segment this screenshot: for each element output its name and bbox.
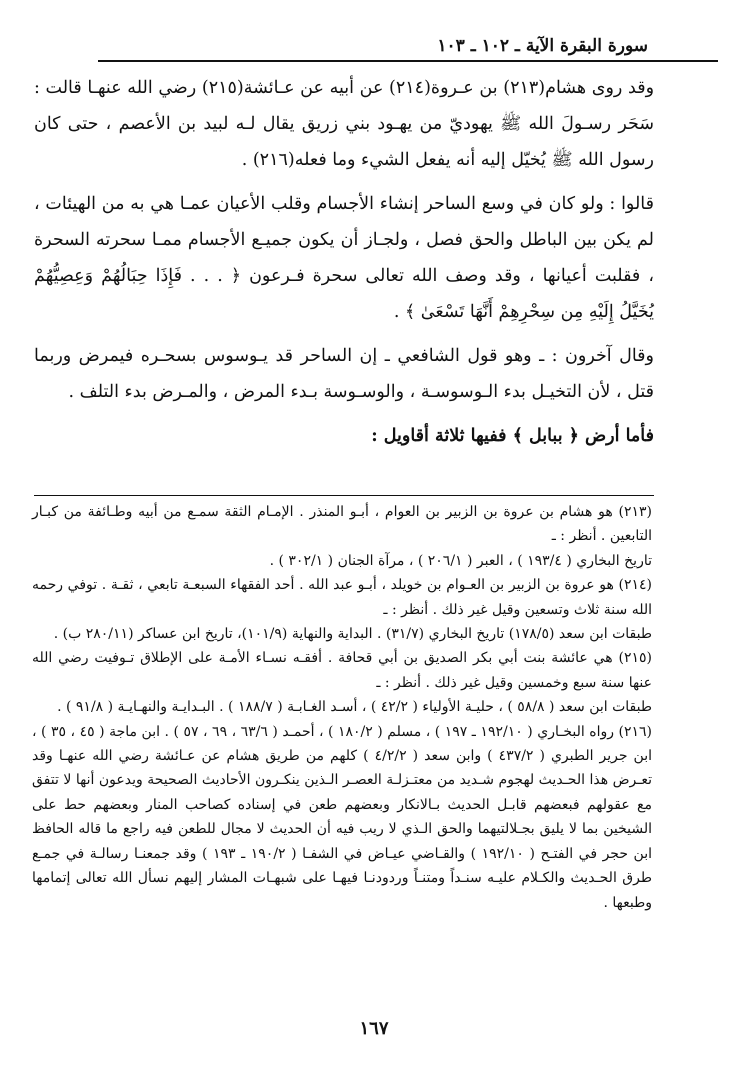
footnote-entry: (٢١٤) هو عروة بن الزبير بن العـوام بن خويلد ، أبـو عبد الله . أحد الفقهاء السبعـة تابعي ، ثقـة . توفي رحمه الله سنة ثلاث وتسعين وقيل غير ذلك . أنظر : ـ	[32, 577, 652, 618]
footnote-reference: طبقات ابن سعد ( ٥٨/٨ ) ، حليـة الأولياء ( ٤٢/٢ ) ، أسـد الغـابـة ( ١٨٨/٧ ) . البـدايـة والنهـايـة ( ٩١/٨ ) .	[57, 699, 652, 716]
body-paragraph: قالوا : ولو كان في وسع الساحر إنشاء الأجسام وقلب الأعيان عمـا هي به من الهيئات ، لم يكن بين الباطل والحق فصل ، ولجـاز أن يكون جميـع الأجسام ممـا سحرته السحرة ، فقلبت أعيانها ، وقد وصف الله تعالى سحرة فـرعون ﴿ . . . فَإِذَا حِبَالُهُمْ وَعِصِيُّهُمْ يُخَيَّلُ إِلَيْهِ مِن سِحْرِهِمْ أَنَّهَا تَسْعَىٰ ﴾ .	[34, 194, 654, 322]
page-number: ١٦٧	[359, 1018, 389, 1039]
footnote-divider	[34, 495, 654, 496]
footnote-entry: (٢١٦) رواه البخـاري ( ١٩٢/١٠ ـ ١٩٧ ) ، مسلم ( ١٨٠/٢ ) ، أحمـد ( ٦٣/٦ ، ٦٩ ، ٥٧ ) . ابن ماجة ( ٤٥ ، ٣٥ ) ، ابن جرير الطبري ( ٤٣٧/٢ ) وابن سعد ( ٤/٢/٢ ) كلهم من طريق هشام عن عـائشة رضي الله عنهـا وقد تعـرض هذا الحـديث لهجوم شـديد من معتـزلـة العصـر الـذين ينكـرون الأحاديث الصحيحة ويدعون أنها لا تتفق مع عقولهم فبعضهم قابـل الحديث بـالانكار وبعضهم طعن في إسناده كصاحب المنار وبعضهم حط على الشيخين بما لا يليق بجـلالتيهما والحق الـذي لا ريب فيه أن الحديث لا مجال للطعن فيه راجع ما قاله الحافظ ابن حجر في الفتـح ( ١٩٢/١٠ ) والقـاضي عيـاض في الشفـا ( ١٩٠/٢ ـ ١٩٣ ) وقد جمعنـا رسالـة في جمـع طرق الحـديث والكـلام عليـه سنـداً ومتنـاً وردودنـا فيهـا على شبهـات المشار إليهم نسأل الله تعالى إتمامها وطبعها .	[32, 723, 652, 911]
header-divider	[98, 60, 718, 62]
footnote-reference: تاريخ البخاري ( ١٩٣/٤ ) ، العبر ( ٢٠٦/١ ) ، مرآة الجنان ( ٣٠٢/١ ) .	[269, 552, 652, 569]
section-heading: فأما أرض ﴿ ببابل ﴾ ففيها ثلاثة أقاويل :	[371, 426, 654, 446]
body-paragraph: وقد روى هشام(٢١٣) بن عـروة(٢١٤) عن أبيه عن عـائشة(٢١٥) رضي الله عنهـا قالت : سَحَر رسـولَ الله ﷺ يهوديّ من يهـود بني زريق يقال لـه لبيد بن الأعصم ، حتى كان رسول الله ﷺ يُخيّل إليه أنه يفعل الشيء وما فعله(٢١٦) .	[34, 78, 655, 170]
body-paragraph: وقال آخرون : ـ وهو قول الشافعي ـ إن الساحر قد يـوسوس بسحـره فيمرض وربما قتل ، لأن التخيـل بدء الـوسوسـة ، والوسـوسة بـدء المرض ، والمـرض بدء التلف .	[34, 346, 654, 402]
footnote-reference: طبقات ابن سعد (١٧٨/٥) تاريخ البخاري (٣١/٧) . البداية والنهاية (١٠١/٩)، تاريخ ابن عساكر (٢٨٠/١١ ب) .	[53, 626, 652, 643]
footnotes	[32, 500, 652, 915]
running-header-title: سورة البقرة الآية ـ ١٠٢ ـ ١٠٣	[437, 36, 648, 56]
footnote-entry: (٢١٣) هو هشام بن عروة بن الزبير بن العوام ، أبـو المنذر . الإمـام الثقة سمـع من أبيه وطـائفة من كبـار التابعين . أنظر : ـ	[32, 504, 652, 545]
main-text	[34, 70, 654, 462]
footnote-entry: (٢١٥) هي عائشة بنت أبي بكر الصديق بن أبي قحافة . أفقـه نسـاء الأمـة على الإطلاق تـوفيت رضي الله عنها سنة سبع وخمسين وقيل غير ذلك . أنظر : ـ	[32, 650, 652, 691]
